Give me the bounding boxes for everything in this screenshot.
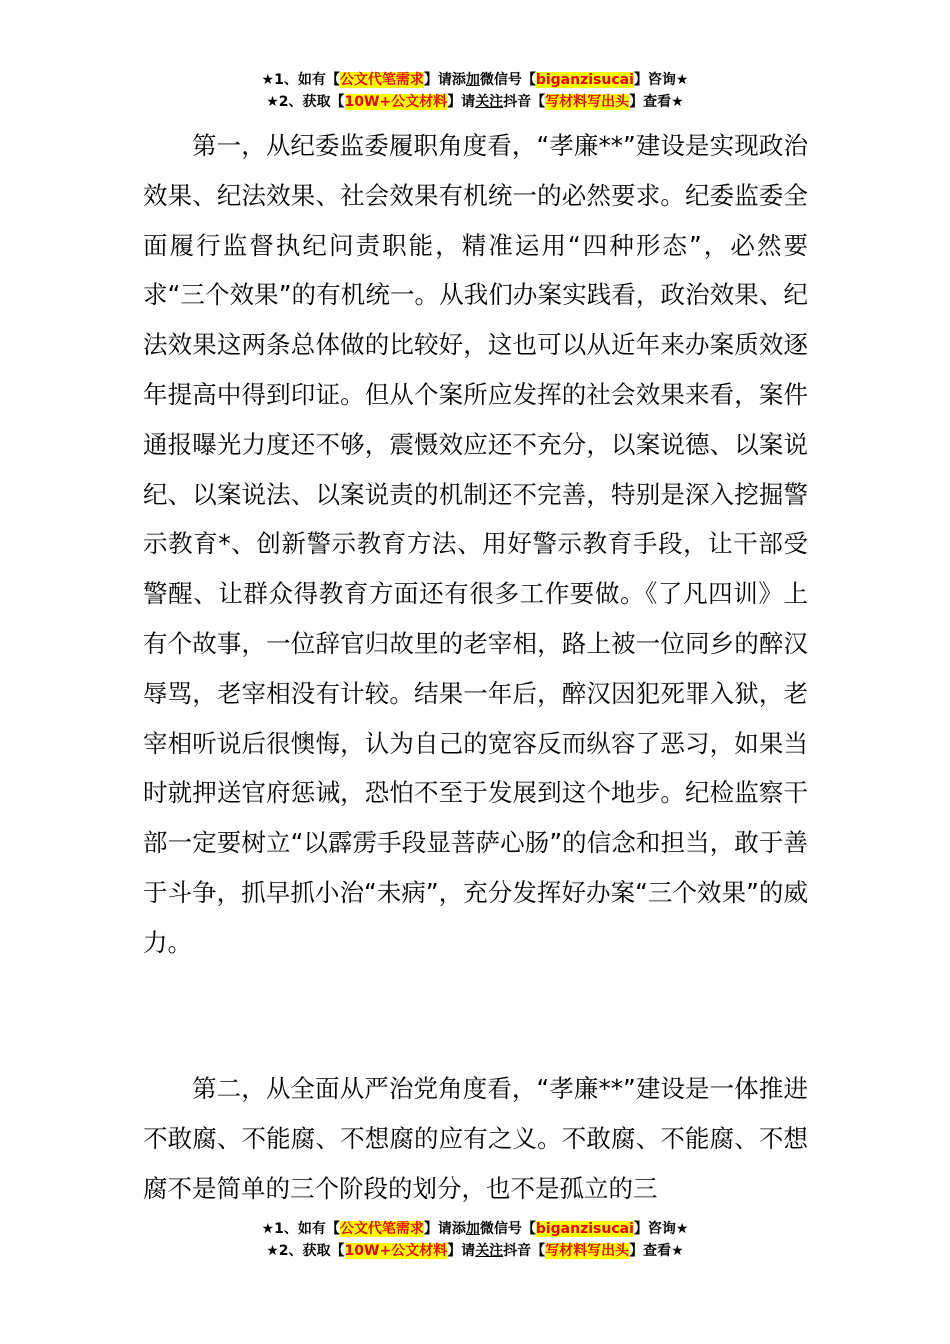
banner-text: 抖音【 xyxy=(503,1243,546,1259)
banner-underline-text: 加 xyxy=(465,1221,480,1237)
banner-underline-text: 关注 xyxy=(475,94,504,110)
highlight-wechat-id: biganzisucai xyxy=(535,72,634,88)
highlight-wechat-id: biganzisucai xyxy=(535,1221,634,1237)
banner-text: ★2、获取【 xyxy=(266,1243,345,1259)
footer-banner xyxy=(0,1218,950,1262)
banner-line-2 xyxy=(0,91,950,113)
banner-text: ★1、如有【 xyxy=(261,1221,340,1237)
banner-line-1 xyxy=(0,1218,950,1240)
highlight-ghostwriting: 公文代笔需求 xyxy=(339,1221,424,1237)
banner-text: 】查看★ xyxy=(629,94,684,110)
banner-text: 】请 xyxy=(447,94,476,110)
body-paragraph-2: 第二，从全面从严治党角度看，“孝廉**”建设是一体推进不敢腐、不能腐、不想腐的应有之义。不敢腐、不能腐、不想腐不是简单的三个阶段的划分，也不是孤立的三 xyxy=(143,1074,808,1203)
banner-underline-text: 关注 xyxy=(475,1243,504,1259)
highlight-douyin: 写材料写出头 xyxy=(545,1243,630,1259)
highlight-materials: 10W+公文材料 xyxy=(344,94,448,110)
banner-text: 微信号【 xyxy=(479,72,536,88)
highlight-douyin: 写材料写出头 xyxy=(545,94,630,110)
header-banner xyxy=(0,69,950,113)
banner-text: 】咨询★ xyxy=(633,1221,689,1237)
banner-line-1 xyxy=(0,69,950,91)
banner-text: 】请添 xyxy=(423,72,466,88)
highlight-ghostwriting: 公文代笔需求 xyxy=(339,72,424,88)
banner-text: 抖音【 xyxy=(503,94,546,110)
banner-text: 】请添 xyxy=(423,1221,466,1237)
body-paragraph-1: 第一，从纪委监委履职角度看，“孝廉**”建设是实现政治效果、纪法效果、社会效果有机统一的必然要求。纪委监委全面履行监督执纪问责职能，精准运用“四种形态”，必然要求“三个效果”的有机统一。从我们办案实践看，政治效果、纪法效果这两条总体做的比较好，这也可以从近年来办案质效逐年提高中得到印证。但从个案所应发挥的社会效果来看，案件通报曝光力度还不够，震慑效应还不充分，以案说德、以案说纪、以案说法、以案说责的机制还不完善，特别是深入挖掘警示教育*、创新警示教育方法、用好警示教育手段，让干部受警醒、让群众得教育方面还有很多工作要做。《了凡四训》上有个故事，一位辞官归故里的老宰相，路上被一位同乡的醉汉辱骂，老宰相没有计较。结果一年后，醉汉因犯死罪入狱，老宰相听说后很懊悔，认为自己的宽容反而纵容了恶习，如果当时就押送官府惩诫，恐怕不至于发展到这个地步。纪检监察干部一定要树立“以霹雳手段显菩萨心肠”的信念和担当，敢于善于斗争，抓早抓小治“未病”，充分发挥好办案“三个效果”的威力。 xyxy=(143,131,808,957)
banner-text: 】查看★ xyxy=(629,1243,684,1259)
highlight-materials: 10W+公文材料 xyxy=(344,1243,448,1259)
banner-text: 微信号【 xyxy=(479,1221,536,1237)
banner-text: 】请 xyxy=(447,1243,476,1259)
banner-text: ★1、如有【 xyxy=(261,72,340,88)
banner-text: ★2、获取【 xyxy=(266,94,345,110)
banner-line-2 xyxy=(0,1240,950,1262)
banner-underline-text: 加 xyxy=(465,72,480,88)
banner-text: 】咨询★ xyxy=(633,72,689,88)
